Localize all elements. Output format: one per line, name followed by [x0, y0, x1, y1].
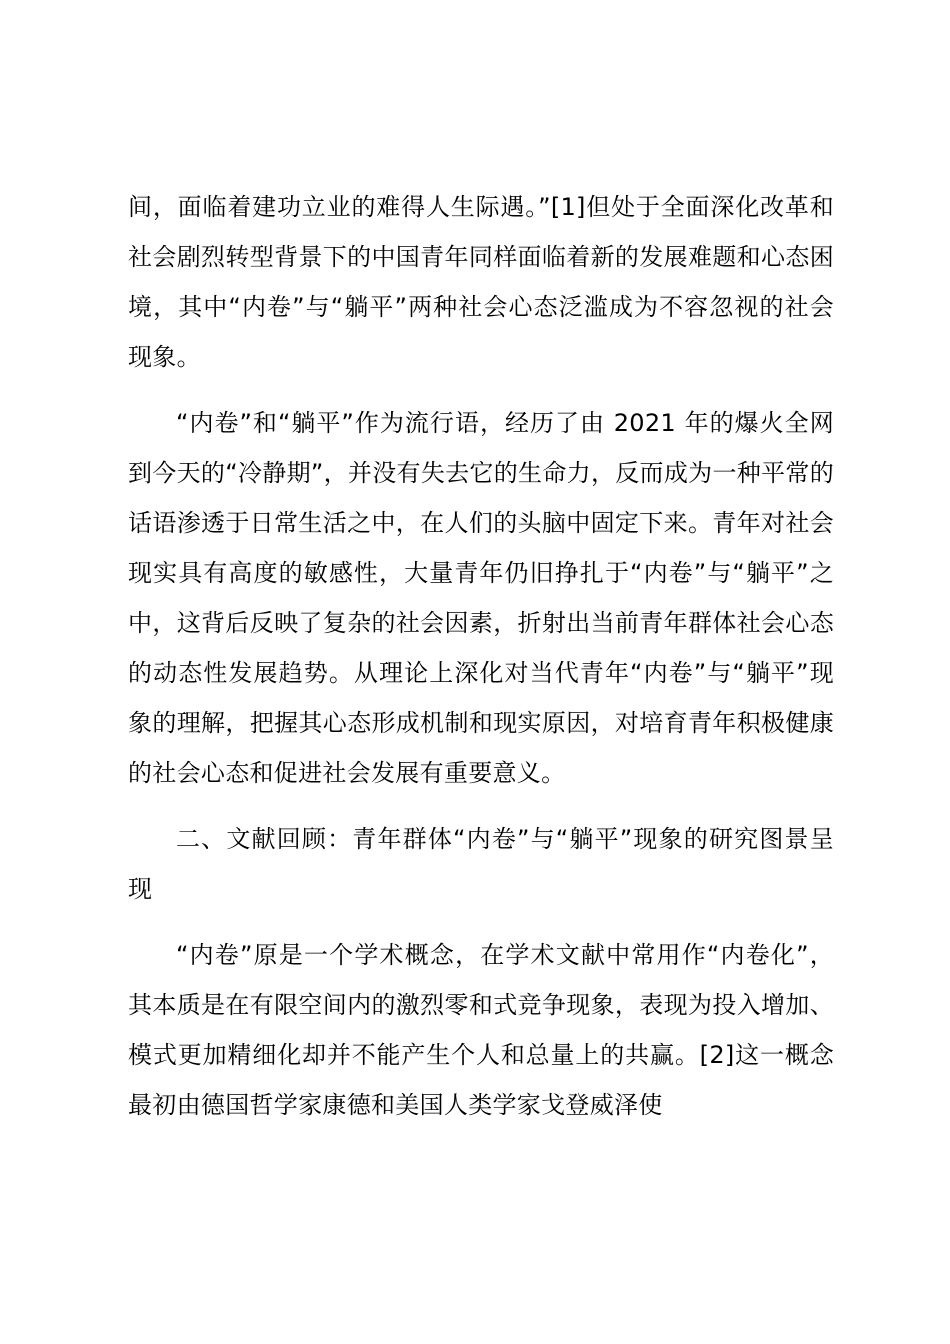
- paragraph-3: “内卷”原是一个学术概念，在学术文献中常用作“内卷化”，其本质是在有限空间内的激烈零和式竞争现象，表现为投入增加、模式更加精细化却并不能产生个人和总量上的共赢。[2]这一概念最初由德国哲学家康德和美国人类学家戈登威泽使: [128, 941, 834, 1119]
- section-heading: 二、文献回顾：青年群体“内卷”与“躺平”现象的研究图景呈现: [128, 825, 834, 903]
- document-body: [128, 182, 834, 1130]
- paragraph-2: “内卷”和“躺平”作为流行语，经历了由 2021 年的爆火全网到今天的“冷静期”，并没有失去它的生命力，反而成为一种平常的话语渗透于日常生活之中，在人们的头脑中固定下来。青年对社会现实具有高度的敏感性，大量青年仍旧挣扎于“内卷”与“躺平”之中，这背后反映了复杂的社会因素，折射出当前青年群体社会心态的动态性发展趋势。从理论上深化对当代青年“内卷”与“躺平”现象的理解，把握其心态形成机制和现实原因，对培育青年积极健康的社会心态和促进社会发展有重要意义。: [128, 409, 834, 787]
- paragraph-1: 间，面临着建功立业的难得人生际遇。”[1]但处于全面深化改革和社会剧烈转型背景下的中国青年同样面临着新的发展难题和心态困境，其中“内卷”与“躺平”两种社会心态泛滥成为不容忽视的社会现象。: [128, 193, 834, 371]
